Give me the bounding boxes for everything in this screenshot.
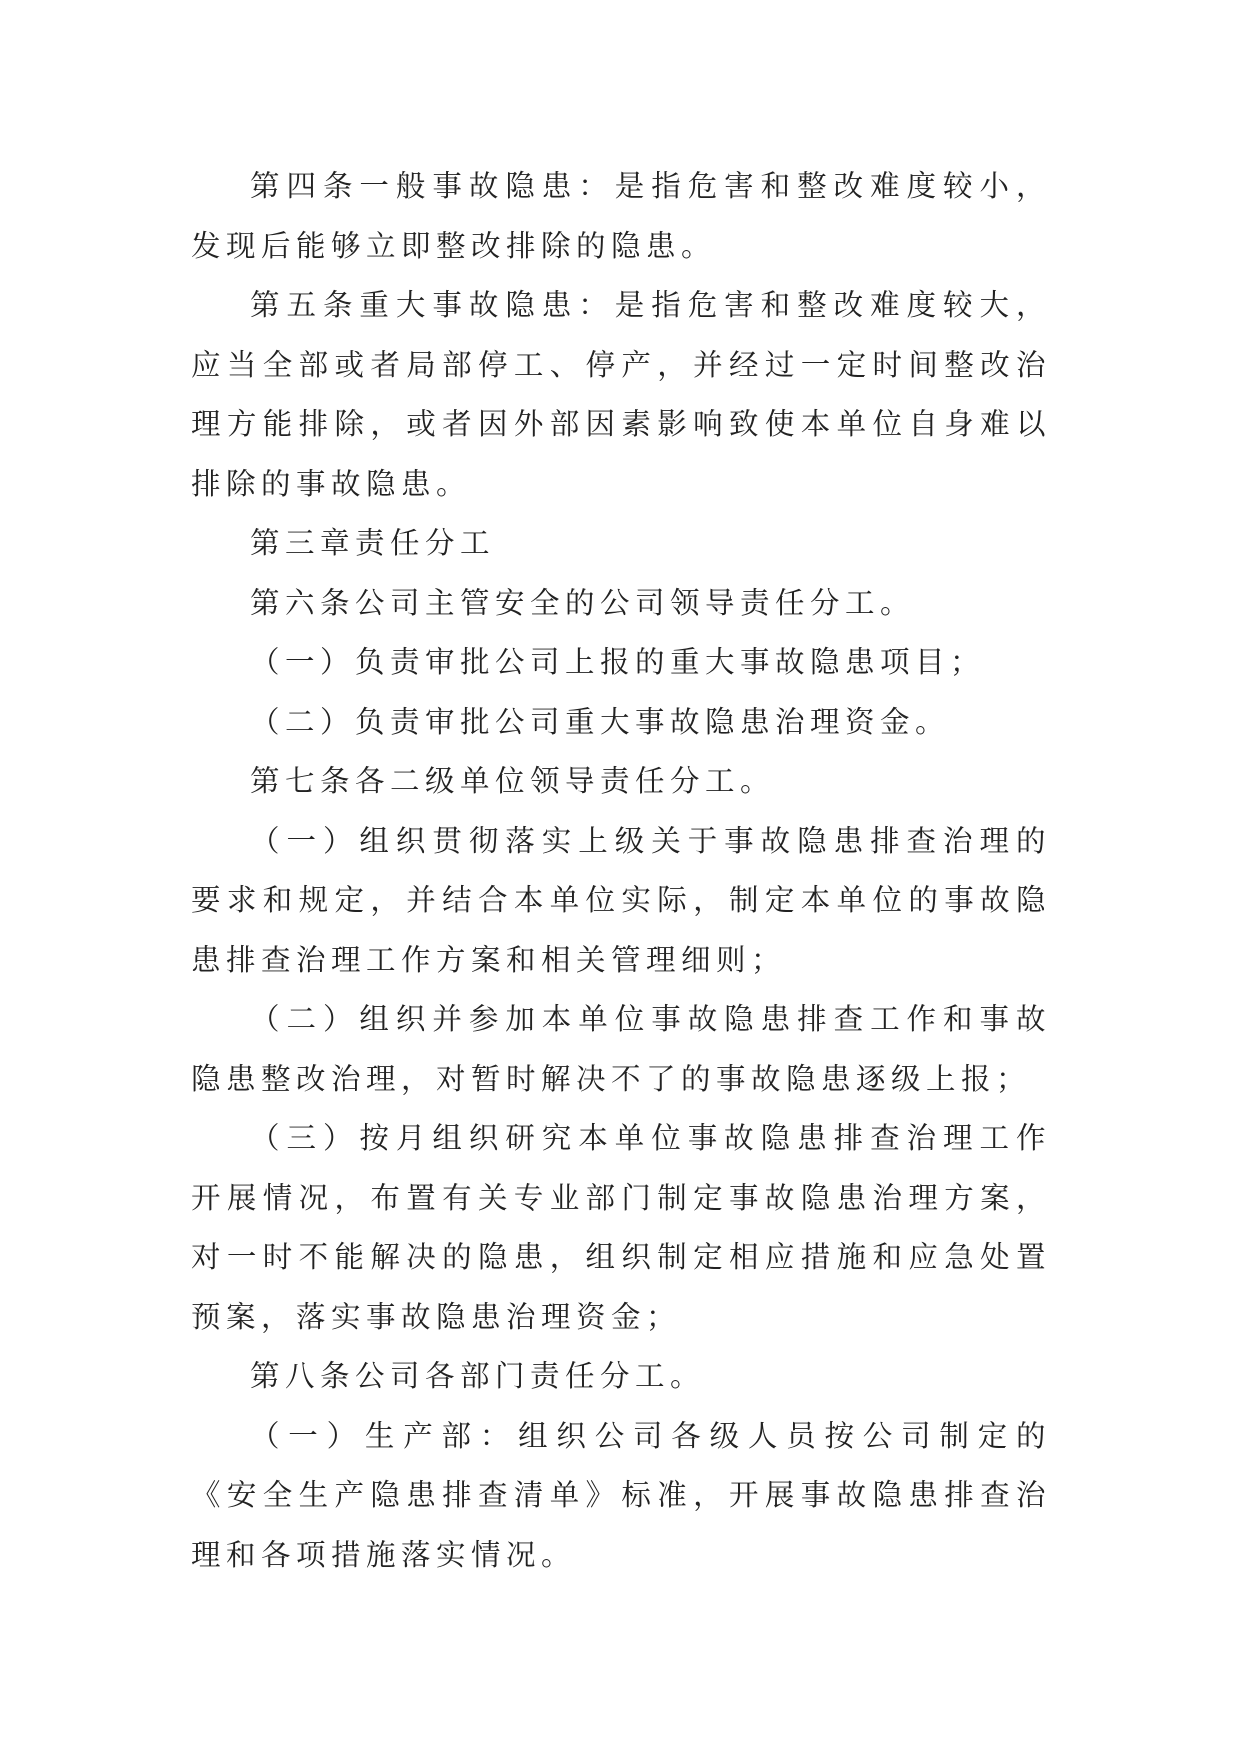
article-6-item-2: （二）负责审批公司重大事故隐患治理资金。 <box>250 704 951 739</box>
article-7-paragraph: 第七条各二级单位领导责任分工。 <box>250 764 776 798</box>
article-5-paragraph: 第五条重大事故隐患：是指危害和整改难度较大，应当全部或者局部停工、停产，并经过一定时间整改治理方能排除，或者因外部因素影响致使本单位自身难以排除的事故隐患。 <box>191 288 1051 501</box>
article-7-item-3: （三）按月组织研究本单位事故隐患排查治理工作开展情况，布置有关专业部门制定事故隐患治理方案，对一时不能解决的隐患，组织制定相应措施和应急处置预案，落实事故隐患治理资金； <box>191 1121 1051 1334</box>
document-body <box>191 157 1051 1585</box>
article-8-paragraph: 第八条公司各部门责任分工。 <box>250 1359 706 1393</box>
article-6-paragraph: 第六条公司主管安全的公司领导责任分工。 <box>250 585 916 620</box>
article-7-item-1: （一）组织贯彻落实上级关于事故隐患排查治理的要求和规定，并结合本单位实际，制定本单位的事故隐患排查治理工作方案和相关管理细则； <box>191 823 1051 977</box>
chapter-3-heading: 第三章责任分工 <box>250 526 496 560</box>
article-7-item-2: （二）组织并参加本单位事故隐患排查工作和事故隐患整改治理，对暂时解决不了的事故隐患逐级上报； <box>191 1002 1051 1096</box>
article-6-item-1: （一）负责审批公司上报的重大事故隐患项目； <box>250 645 986 679</box>
article-4-paragraph: 第四条一般事故隐患：是指危害和整改难度较小，发现后能够立即整改排除的隐患。 <box>191 169 1051 263</box>
article-8-item-1: （一）生产部：组织公司各级人员按公司制定的《安全生产隐患排查清单》标准，开展事故隐患排查治理和各项措施落实情况。 <box>191 1418 1051 1572</box>
